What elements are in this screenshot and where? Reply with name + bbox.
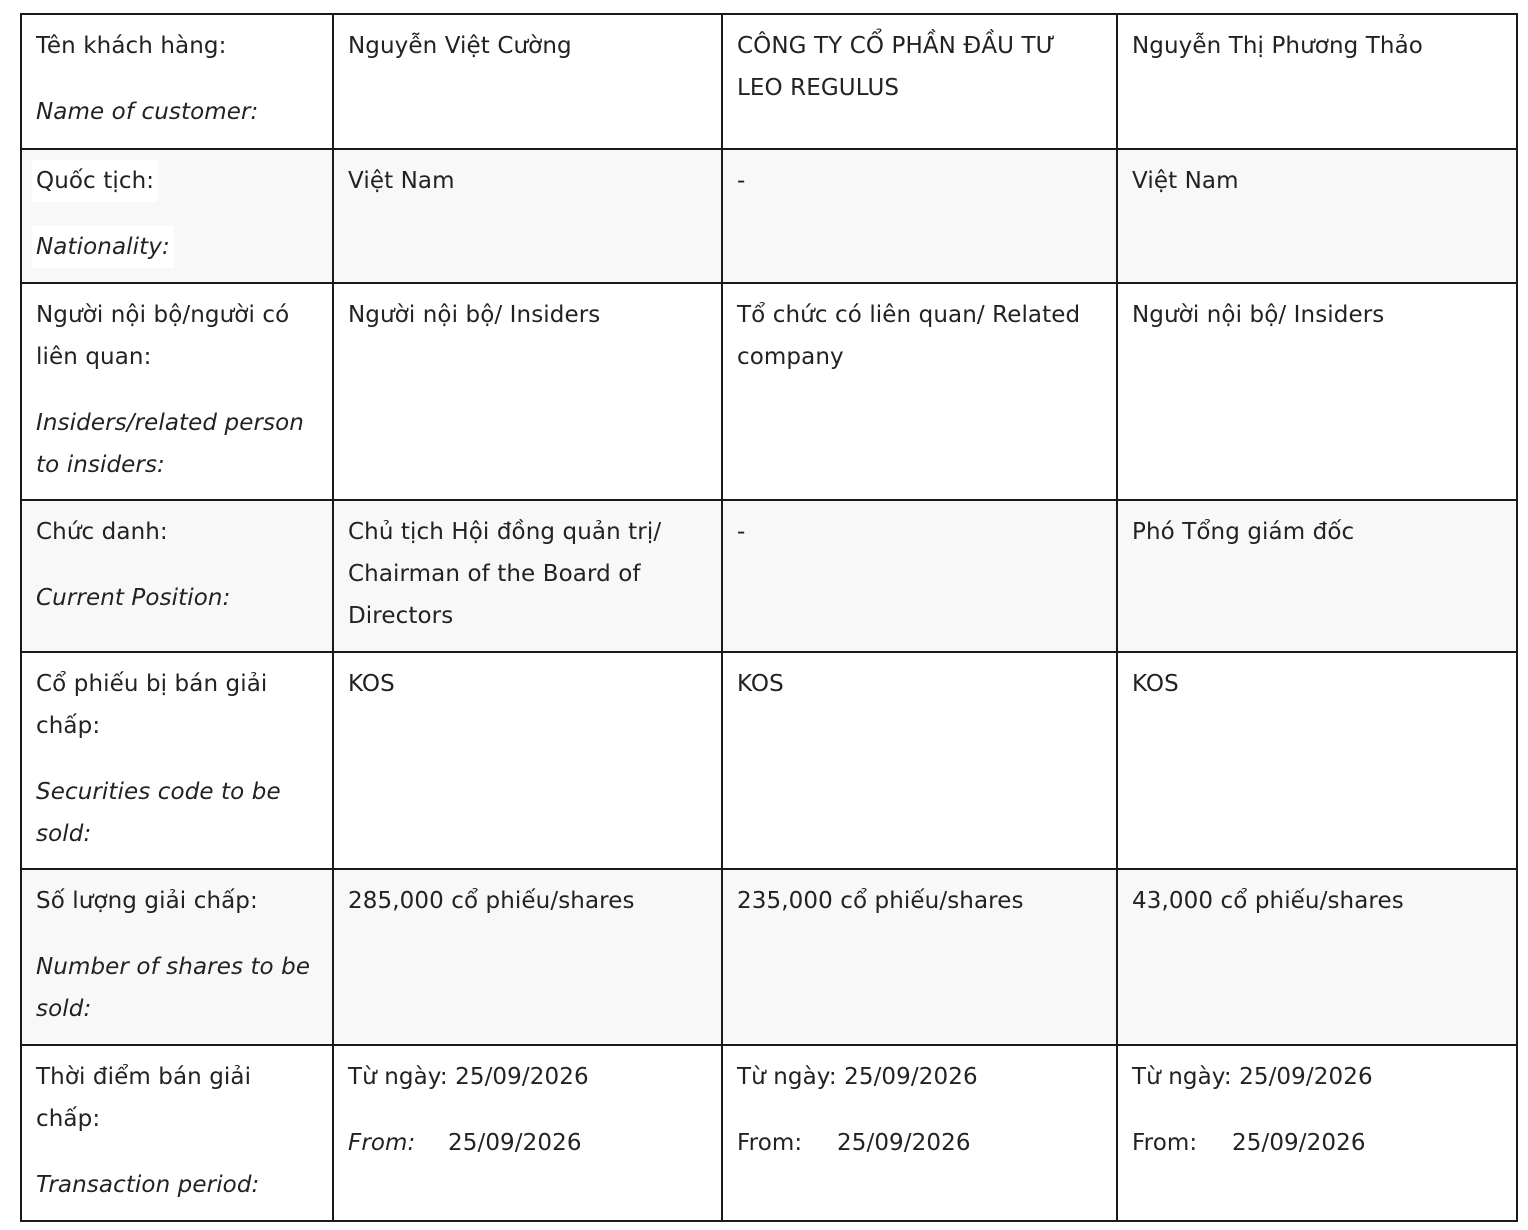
cell-value: 235,000 cổ phiếu/shares xyxy=(737,888,1024,914)
value-cell xyxy=(1117,283,1517,500)
customer-info-table xyxy=(20,13,1518,1222)
value-cell xyxy=(1117,869,1517,1045)
table-row-shares xyxy=(21,869,1517,1045)
cell-value: Chủ tịch Hội đồng quản trị/ Chairman of the Board of Directors xyxy=(348,519,662,629)
value-cell xyxy=(333,869,722,1045)
value-cell xyxy=(722,149,1117,283)
from-label: From: xyxy=(737,1130,803,1156)
value-cell xyxy=(722,1045,1117,1221)
label-en: Name of customer: xyxy=(36,99,259,125)
cell-value: 43,000 cổ phiếu/shares xyxy=(1132,888,1404,914)
cell-value: KOS xyxy=(737,671,784,697)
table-row-insiders xyxy=(21,283,1517,500)
from-date-vi: Từ ngày: 25/09/2026 xyxy=(1132,1064,1373,1090)
cell-value: 285,000 cổ phiếu/shares xyxy=(348,888,635,914)
cell-value: - xyxy=(737,519,746,545)
table-row-transaction-period xyxy=(21,1045,1517,1221)
label-vi: Chức danh: xyxy=(36,519,168,545)
from-date: 25/09/2026 xyxy=(837,1130,971,1156)
row-label-cell xyxy=(21,14,333,149)
row-label-cell xyxy=(21,869,333,1045)
label-vi: Tên khách hàng: xyxy=(36,33,227,59)
label-en: Number of shares to be sold: xyxy=(36,954,311,1022)
value-cell xyxy=(1117,500,1517,652)
value-cell xyxy=(722,500,1117,652)
row-label-cell xyxy=(21,283,333,500)
value-cell xyxy=(333,500,722,652)
cell-value: - xyxy=(737,168,746,194)
cell-value: Tổ chức có liên quan/ Related company xyxy=(737,302,1081,370)
table-row-securities-code xyxy=(21,652,1517,869)
from-label: From: xyxy=(1132,1130,1198,1156)
table-row-customer-name xyxy=(21,14,1517,149)
label-en: Current Position: xyxy=(36,585,231,611)
row-label-cell xyxy=(21,500,333,652)
value-cell xyxy=(333,652,722,869)
cell-value: Phó Tổng giám đốc xyxy=(1132,519,1355,545)
value-cell xyxy=(1117,14,1517,149)
value-cell xyxy=(1117,652,1517,869)
from-date-vi: Từ ngày: 25/09/2026 xyxy=(737,1064,978,1090)
cell-value: KOS xyxy=(348,671,395,697)
label-en: Nationality: xyxy=(32,226,174,268)
label-vi: Quốc tịch: xyxy=(32,160,158,202)
label-en: Securities code to be sold: xyxy=(36,779,281,847)
label-en: Transaction period: xyxy=(36,1172,260,1198)
label-vi: Số lượng giải chấp: xyxy=(36,888,258,914)
value-cell xyxy=(722,14,1117,149)
table-row-nationality xyxy=(21,149,1517,283)
table-row-position xyxy=(21,500,1517,652)
value-cell xyxy=(722,652,1117,869)
cell-value: Nguyễn Thị Phương Thảo xyxy=(1132,33,1423,59)
label-vi: Người nội bộ/người có liên quan: xyxy=(36,302,290,370)
from-date: 25/09/2026 xyxy=(1232,1130,1366,1156)
from-date: 25/09/2026 xyxy=(448,1130,582,1156)
cell-value: CÔNG TY CỔ PHẦN ĐẦU TƯ LEO REGULUS xyxy=(737,33,1056,101)
cell-value: KOS xyxy=(1132,671,1179,697)
row-label-cell xyxy=(21,1045,333,1221)
cell-value: Người nội bộ/ Insiders xyxy=(348,302,601,328)
value-cell xyxy=(333,283,722,500)
value-cell xyxy=(333,14,722,149)
cell-value: Việt Nam xyxy=(1132,168,1239,194)
cell-value: Nguyễn Việt Cường xyxy=(348,33,572,59)
cell-value: Việt Nam xyxy=(348,168,455,194)
value-cell xyxy=(333,1045,722,1221)
label-vi: Thời điểm bán giải chấp: xyxy=(36,1064,252,1132)
cell-value: Người nội bộ/ Insiders xyxy=(1132,302,1385,328)
value-cell xyxy=(1117,149,1517,283)
label-vi: Cổ phiếu bị bán giải chấp: xyxy=(36,671,268,739)
value-cell xyxy=(722,283,1117,500)
value-cell xyxy=(333,149,722,283)
row-label-cell xyxy=(21,652,333,869)
value-cell xyxy=(1117,1045,1517,1221)
label-en: Insiders/related person to insiders: xyxy=(36,410,304,478)
from-label: From: xyxy=(348,1130,416,1156)
row-label-cell xyxy=(21,149,333,283)
value-cell xyxy=(722,869,1117,1045)
from-date-vi: Từ ngày: 25/09/2026 xyxy=(348,1064,589,1090)
